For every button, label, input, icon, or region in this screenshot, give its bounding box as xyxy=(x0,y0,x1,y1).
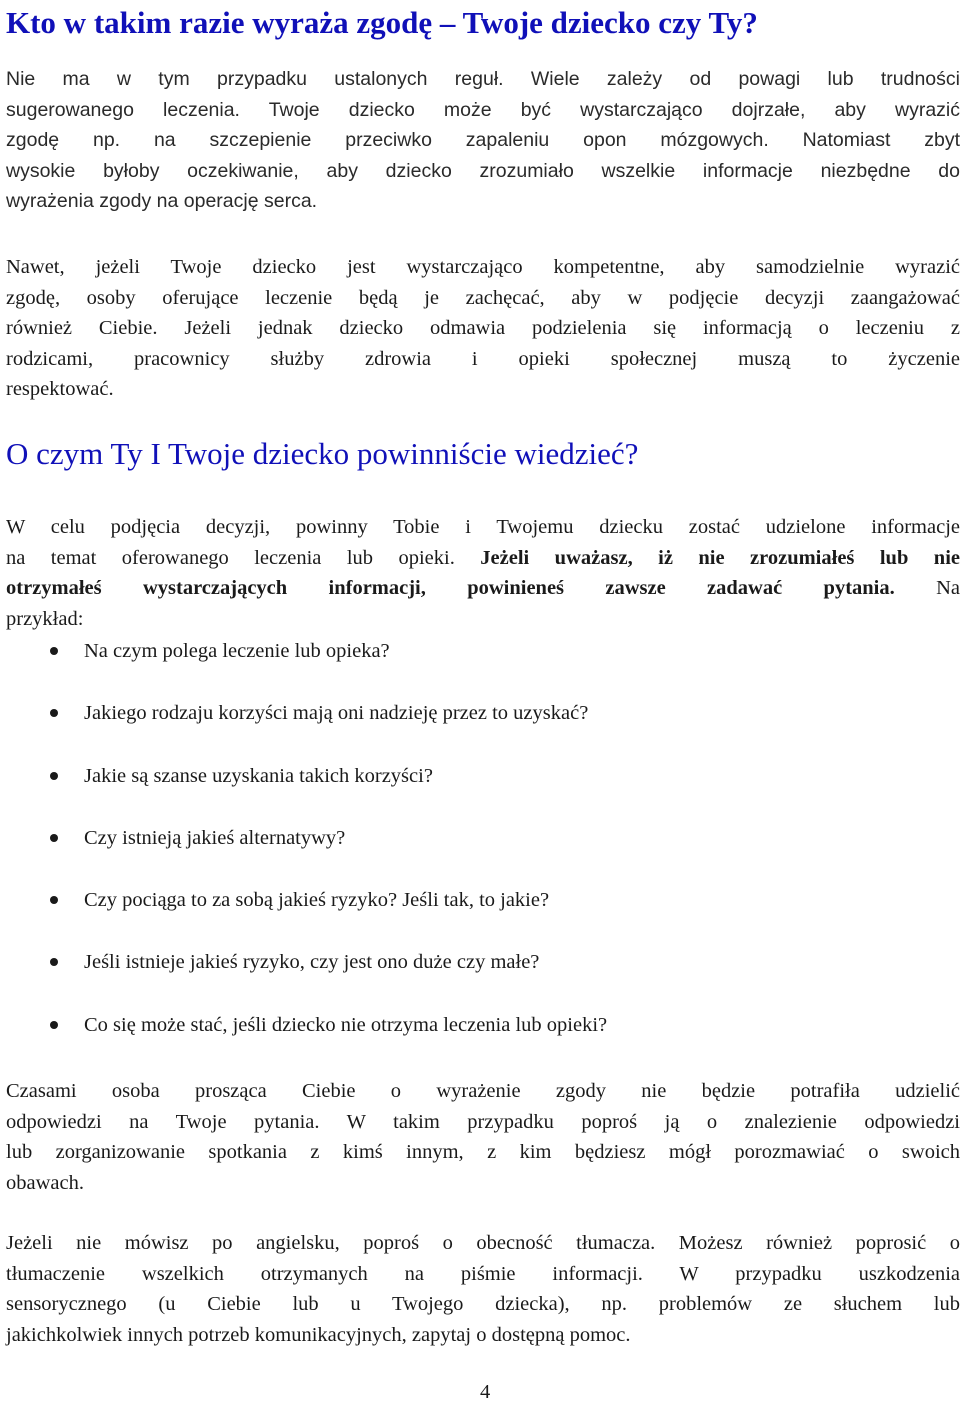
paragraph-line: zgodę, osoby oferujące leczenie będą je zachęcać, aby w podjęcie decyzji zaangażować xyxy=(6,286,960,309)
bullet-icon xyxy=(50,647,58,655)
paragraph-line: W celu podjęcia decyzji, powinny Tobie i Twojemu dziecku zostać udzielone informacje xyxy=(6,516,960,538)
paragraph-line: lub zorganizowanie spotkania z kimś innym, z kim będziesz mógł porozmawiać o swoich xyxy=(6,1141,960,1163)
paragraph-line: sensorycznego (u Ciebie lub u Twojego dziecka), np. problemów ze słuchem lub xyxy=(6,1293,960,1315)
paragraph-information xyxy=(6,512,960,634)
bullet-icon xyxy=(50,834,58,842)
bullet-icon xyxy=(50,896,58,904)
bullet-icon xyxy=(50,709,58,717)
question-text: Jakie są szanse uzyskania takich korzyści? xyxy=(84,764,433,787)
paragraph-line xyxy=(6,543,960,574)
paragraph-line: wysokie byłoby oczekiwanie, aby dziecko zrozumiało wszelkie informacje niezbędne do xyxy=(6,159,960,182)
bold-advice-text: Jeżeli uważasz, iż nie zrozumiałeś lub nie xyxy=(480,546,960,569)
paragraph-line: odpowiedzi na Twoje pytania. W takim przypadku poproś ją o znalezienie odpowiedzi xyxy=(6,1110,960,1133)
paragraph-text: na temat oferowanego leczenia lub opieki. xyxy=(6,546,481,569)
list-item xyxy=(6,636,960,698)
paragraph-line: jakichkolwiek innych potrzeb komunikacyjnych, zapytaj o dostępną pomoc. xyxy=(6,1323,631,1346)
question-text: Czy pociąga to za sobą jakieś ryzyko? Jeśli tak, to jakie? xyxy=(84,889,550,912)
heading-who-consents: Kto w takim razie wyraża zgodę – Twoje dziecko czy Ty? xyxy=(6,5,758,40)
paragraph-line: rodzicami, pracownicy służby zdrowia i opieki społecznej muszą to życzenie xyxy=(6,347,960,370)
paragraph-line: Czasami osoba prosząca Ciebie o wyrażenie zgody nie będzie potrafiła udzielić xyxy=(6,1080,960,1102)
paragraph-line: zgodę np. na szczepienie przeciwko zapaleniu opon mózgowych. Natomiast zbyt xyxy=(6,129,960,151)
paragraph-line: obawach. xyxy=(6,1171,84,1194)
page-number: 4 xyxy=(480,1381,491,1403)
list-item xyxy=(6,1010,960,1072)
list-item xyxy=(6,761,960,823)
paragraph-line: tłumaczenie wszelkich otrzymanych na piśmie informacji. W przypadku uszkodzenia xyxy=(6,1262,960,1285)
paragraph-interpreter xyxy=(6,1228,960,1350)
paragraph-child-competent xyxy=(6,252,960,405)
bold-advice-text: otrzymałeś wystarczających informacji, powinieneś zawsze zadawać pytania. xyxy=(6,577,895,599)
bullet-icon xyxy=(50,772,58,780)
question-text: Czy istnieją jakieś alternatywy? xyxy=(84,826,346,849)
list-item xyxy=(6,885,960,947)
paragraph-line: Nie ma w tym przypadku ustalonych reguł. Wiele zależy od powagi lub trudności xyxy=(6,68,960,90)
question-text: Na czym polega leczenie lub opieka? xyxy=(84,640,390,662)
question-text: Jeśli istnieje jakieś ryzyko, czy jest ono duże czy małe? xyxy=(84,951,540,974)
paragraph-line: respektować. xyxy=(6,378,114,400)
paragraph-line xyxy=(6,573,960,604)
paragraph-line: Jeżeli nie mówisz po angielsku, poproś o obecność tłumacza. Możesz również poprosić o xyxy=(6,1232,960,1254)
question-text: Jakiego rodzaju korzyści mają oni nadzieję przez to uzyskać? xyxy=(84,702,589,725)
questions-list xyxy=(6,636,960,1072)
bullet-icon xyxy=(50,1021,58,1029)
paragraph-line: Nawet, jeżeli Twoje dziecko jest wystarczająco kompetentne, aby samodzielnie wyrazić xyxy=(6,256,960,278)
paragraph-no-fixed-rules xyxy=(6,64,960,217)
bullet-icon xyxy=(50,958,58,966)
paragraph-line: przykład: xyxy=(6,607,84,630)
paragraph-line: sugerowanego leczenia. Twoje dziecko może być wystarczająco dojrzałe, aby wyrazić xyxy=(6,98,960,121)
list-item xyxy=(6,947,960,1009)
paragraph-line: również Ciebie. Jeżeli jednak dziecko odmawia podzielenia się informacją o leczeniu z xyxy=(6,317,960,339)
paragraph-unanswered-questions xyxy=(6,1076,960,1198)
paragraph-text: Na xyxy=(894,577,960,599)
heading-what-to-know: O czym Ty I Twoje dziecko powinniście wiedzieć? xyxy=(6,436,639,471)
question-text: Co się może stać, jeśli dziecko nie otrzyma leczenia lub opieki? xyxy=(84,1013,608,1036)
paragraph-line: wyrażenia zgody na operację serca. xyxy=(6,190,318,212)
list-item xyxy=(6,698,960,760)
list-item xyxy=(6,823,960,885)
